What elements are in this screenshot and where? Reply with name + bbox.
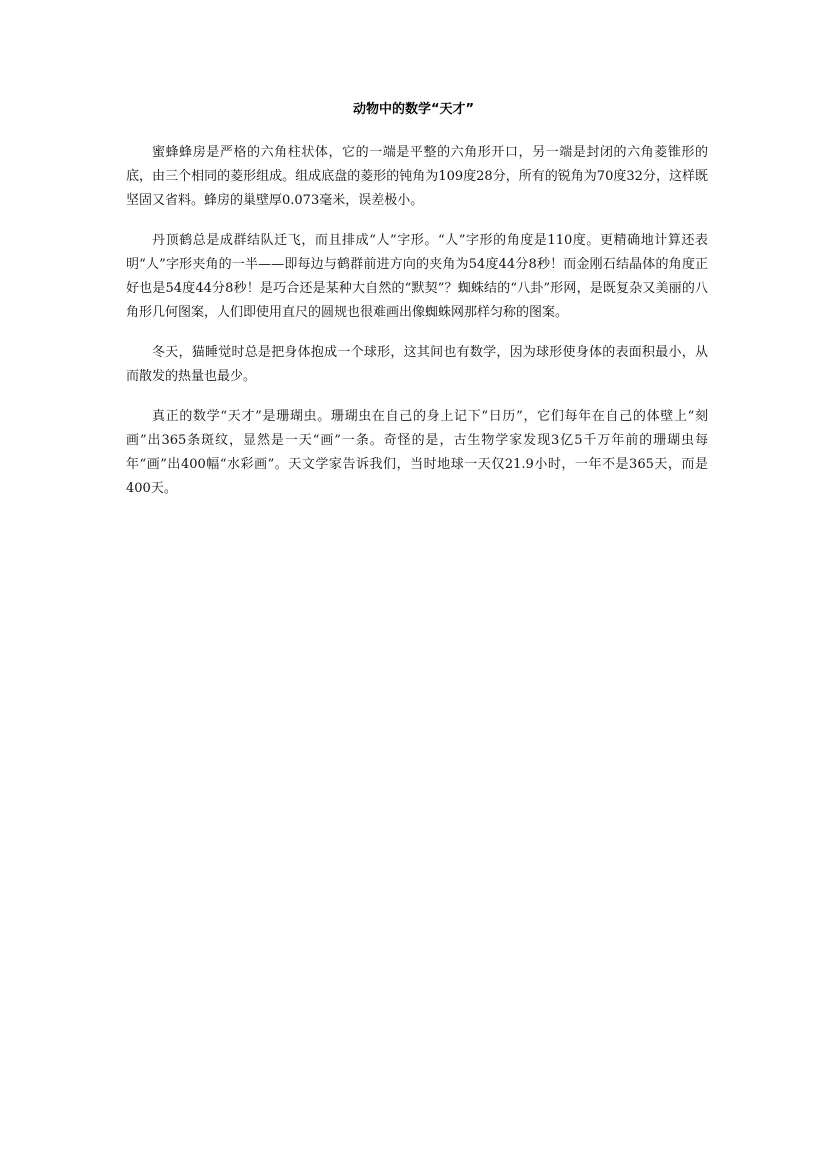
- paragraph-honeycomb: 蜜蜂蜂房是严格的六角柱状体，它的一端是平整的六角形开口，另一端是封闭的六角菱锥形的底，由三个相同的菱形组成。组成底盘的菱形的钝角为109度28分，所有的锐角为70度32分，这样既坚固又省料。蜂房的巢壁厚0.073毫米，误差极小。: [126, 145, 708, 208]
- document-body: [126, 141, 708, 517]
- document-title: 动物中的数学“天才”: [352, 102, 475, 117]
- paragraph-crane: 丹顶鹤总是成群结队迁飞，而且排成“人”字形。“人”字形的角度是110度。更精确地计算还表明“人”字形夹角的一半——即每边与鹤群前进方向的夹角为54度44分8秒！而金刚石结晶体的角度正好也是54度44分8秒！是巧合还是某种大自然的“默契”？蜘蛛结的“八卦”形网，是既复杂又美丽的八角形几何图案，人们即使用直尺的圆规也很难画出像蜘蛛网那样匀称的图案。: [126, 233, 708, 320]
- paragraph-cat: 冬天，猫睡觉时总是把身体抱成一个球形，这其间也有数学，因为球形使身体的表面积最小，从而散发的热量也最少。: [126, 345, 708, 384]
- paragraph-coral: 真正的数学“天才”是珊瑚虫。珊瑚虫在自己的身上记下“日历”，它们每年在自己的体壁上“刻画”出365条斑纹，显然是一天“画”一条。奇怪的是，古生物学家发现3亿5千万年前的珊瑚虫每年“画”出400幅“水彩画”。天文学家告诉我们，当时地球一天仅21.9小时，一年不是365天，而是400天。: [126, 409, 708, 496]
